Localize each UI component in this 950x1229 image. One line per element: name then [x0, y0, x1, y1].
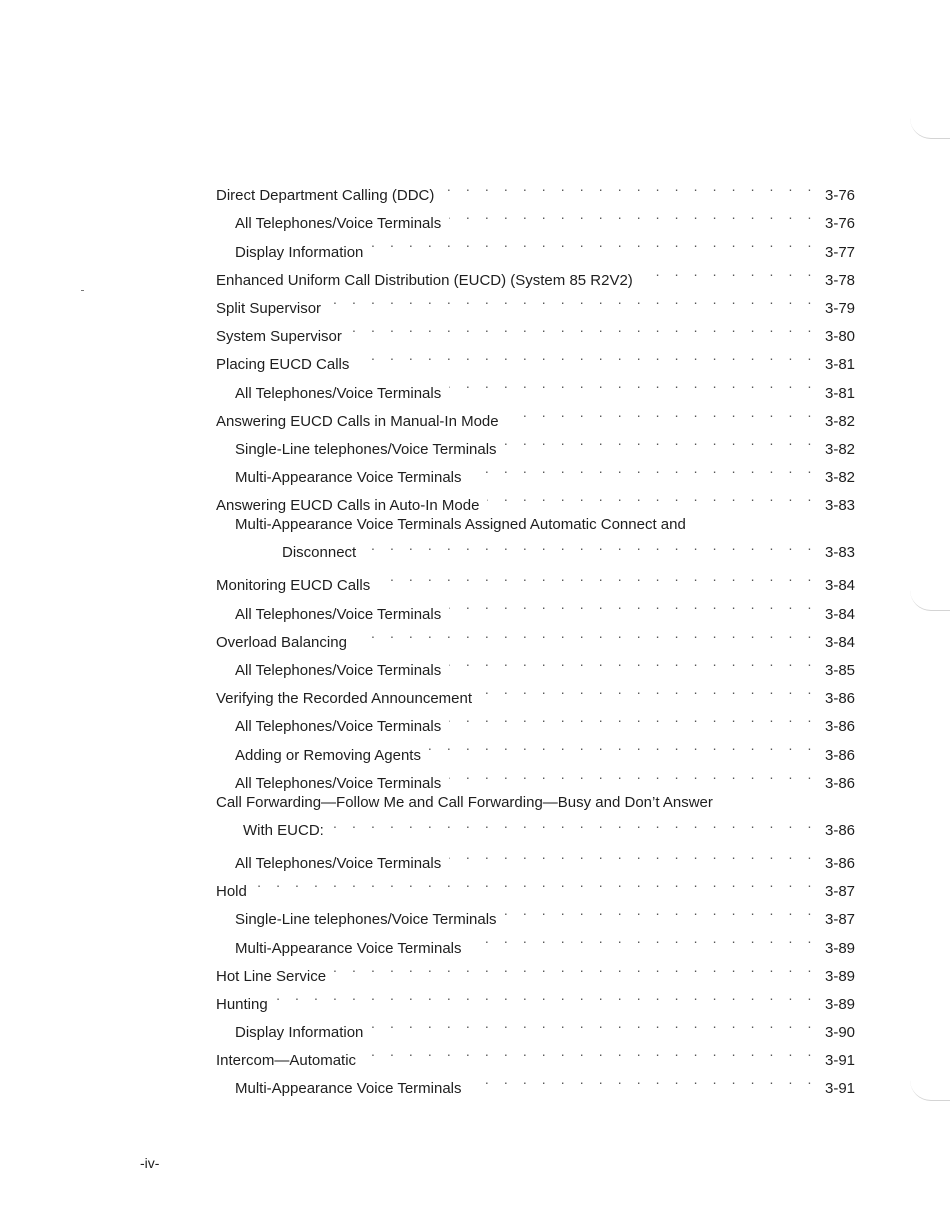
dot-leader	[449, 590, 817, 618]
dot-leader	[480, 675, 817, 703]
toc-subentry	[210, 1009, 865, 1042]
toc-entry-title: Adding or Removing Agents	[235, 746, 421, 764]
dot-leader	[449, 200, 817, 228]
toc-entry-continuation-line	[216, 812, 865, 839]
toc-entry-title: All Telephones/Voice Terminals	[235, 774, 442, 792]
toc-page-number: 3-77	[825, 243, 856, 261]
toc-page-number: 3-82	[825, 412, 856, 430]
toc-page-number: 3-91	[825, 1052, 856, 1070]
dot-leader	[449, 369, 817, 397]
toc-page-number: 3-90	[825, 1024, 856, 1042]
toc-entry-continuation-line	[235, 534, 865, 562]
toc-entry	[210, 793, 865, 840]
toc-entry	[210, 172, 865, 205]
toc-page-number: 3-85	[825, 662, 856, 680]
dot-leader	[350, 313, 817, 341]
toc-subentry	[210, 454, 865, 487]
dot-leader	[371, 228, 817, 256]
toc-entry-title: Direct Department Calling (DDC)	[216, 187, 435, 205]
toc-page-number: 3-79	[825, 299, 856, 317]
toc-page-number: 3-86	[825, 774, 856, 792]
toc-entry-title: All Telephones/Voice Terminals	[235, 215, 442, 233]
toc-page-number: 3-81	[825, 384, 856, 402]
toc-subentry	[210, 426, 865, 458]
dot-leader	[442, 172, 817, 200]
dot-leader	[470, 1065, 817, 1093]
toc-entry-title: Single-Line telephones/Voice Terminals	[235, 440, 497, 458]
toc-subentry	[210, 760, 865, 792]
toc-entry-title: Monitoring EUCD Calls	[216, 577, 371, 595]
toc-entry-title: All Telephones/Voice Terminals	[235, 854, 442, 872]
dot-leader	[255, 868, 817, 896]
toc-entry	[210, 619, 865, 651]
toc-entry	[210, 398, 865, 430]
toc-entry	[210, 482, 865, 515]
page-edge-mark	[910, 118, 950, 139]
toc-subentry	[210, 703, 865, 736]
dot-leader	[357, 341, 817, 369]
toc-entry-title: Enhanced Uniform Call Distribution (EUCD) (System 85 R2V2)	[216, 271, 633, 289]
toc-page-number: 3-87	[825, 883, 856, 901]
toc-subentry	[210, 896, 865, 929]
toc-entry	[210, 285, 865, 317]
toc-entry-title: Single-Line telephones/Voice Terminals	[235, 911, 497, 929]
toc-entry-title: Verifying the Recorded Announcement	[216, 690, 473, 708]
toc-entry-title: Multi-Appearance Voice Terminals	[235, 469, 462, 487]
toc-page-number: 3-86	[825, 690, 856, 708]
toc-page-number: 3-86	[825, 718, 856, 736]
toc-entry-title: All Telephones/Voice Terminals	[235, 718, 442, 736]
toc-entry	[210, 313, 865, 346]
toc-entry	[210, 257, 865, 289]
toc-entry-title: All Telephones/Voice Terminals	[235, 605, 442, 623]
toc-page-number: 3-91	[825, 1080, 856, 1098]
toc-subentry	[210, 647, 865, 680]
dot-leader	[449, 840, 817, 868]
page-edge-mark	[910, 1080, 950, 1101]
dot-leader	[332, 812, 817, 835]
toc-entry-title: Split Supervisor	[216, 299, 322, 317]
toc-subentry	[210, 515, 865, 562]
toc-page-number: 3-82	[825, 440, 856, 458]
toc-subentry	[210, 369, 865, 402]
toc-entry-title: Multi-Appearance Voice Terminals	[235, 1080, 462, 1098]
toc-subentry	[210, 924, 865, 957]
toc-entry-title: Placing EUCD Calls	[216, 356, 350, 374]
dot-leader	[505, 896, 817, 924]
toc-entry-title-continued: Disconnect	[282, 544, 357, 562]
toc-page-number: 3-84	[825, 605, 856, 623]
toc-page-number: 3-86	[825, 854, 856, 872]
toc-subentry	[210, 731, 865, 764]
dot-leader	[329, 285, 817, 313]
toc-page-number: 3-83	[825, 544, 856, 562]
page-folio: -iv-	[140, 1155, 160, 1171]
toc-page-number: 3-89	[825, 995, 856, 1013]
toc-entry	[210, 1037, 865, 1070]
dot-leader	[507, 398, 817, 426]
toc-entry-title: Hot Line Service	[216, 967, 327, 985]
toc-entry-title: System Supervisor	[216, 328, 342, 346]
toc-page-number: 3-76	[825, 215, 856, 233]
toc-page-number: 3-81	[825, 356, 856, 374]
toc-entry-title: Hold	[216, 883, 247, 901]
toc-entry	[210, 341, 865, 374]
toc-page-number: 3-86	[825, 821, 856, 839]
toc-entry	[210, 675, 865, 708]
toc-page-number: 3-84	[825, 633, 856, 651]
toc-entry-title: Call Forwarding—Follow Me and Call Forwarding—Busy and Don’t Answer	[216, 793, 713, 811]
dot-leader	[371, 1009, 817, 1037]
toc-subentry	[210, 1065, 865, 1098]
dot-leader	[355, 619, 817, 647]
toc-entry-title: Multi-Appearance Voice Terminals	[235, 939, 462, 957]
dot-leader	[364, 1037, 817, 1065]
margin-mark	[81, 290, 84, 291]
toc-entry-title: Answering EUCD Calls in Auto-In Mode	[216, 497, 480, 515]
toc-entry-title: Display Information	[235, 243, 364, 261]
toc-subentry	[210, 590, 865, 623]
toc-entry	[210, 981, 865, 1013]
toc-subentry	[210, 200, 865, 233]
dot-leader	[505, 426, 817, 454]
dot-leader	[364, 534, 817, 557]
toc-entry-title: Overload Balancing	[216, 633, 347, 651]
toc-page-number: 3-89	[825, 967, 856, 985]
table-of-contents	[210, 172, 865, 1098]
dot-leader	[334, 953, 817, 981]
dot-leader	[378, 562, 817, 590]
dot-leader	[449, 647, 817, 675]
dot-leader	[276, 981, 817, 1009]
dot-leader	[449, 703, 817, 731]
toc-entry	[210, 562, 865, 595]
dot-leader	[449, 760, 817, 788]
toc-entry-title: Intercom—Automatic	[216, 1052, 357, 1070]
toc-entry-title: Multi-Appearance Voice Terminals Assigned Automatic Connect and	[235, 516, 686, 534]
toc-entry	[210, 868, 865, 901]
toc-page-number: 3-84	[825, 577, 856, 595]
toc-entry-title: Answering EUCD Calls in Manual-In Mode	[216, 412, 499, 430]
toc-entry	[210, 953, 865, 985]
toc-subentry	[210, 840, 865, 872]
toc-entry-title: All Telephones/Voice Terminals	[235, 384, 442, 402]
toc-page-number: 3-78	[825, 271, 856, 289]
dot-leader	[641, 257, 817, 285]
toc-page-number: 3-76	[825, 187, 856, 205]
page-edge-mark	[910, 590, 950, 611]
dot-leader	[429, 731, 817, 759]
toc-page-number: 3-86	[825, 746, 856, 764]
toc-entry-title: All Telephones/Voice Terminals	[235, 662, 442, 680]
toc-page-number: 3-83	[825, 497, 856, 515]
toc-entry-title-continued: With EUCD:	[243, 821, 324, 839]
toc-page-number: 3-80	[825, 328, 856, 346]
dot-leader	[470, 454, 817, 482]
dot-leader	[470, 924, 817, 952]
toc-entry-title: Display Information	[235, 1024, 364, 1042]
toc-subentry	[210, 228, 865, 261]
toc-page-number: 3-82	[825, 469, 856, 487]
toc-page-number: 3-87	[825, 911, 856, 929]
toc-page-number: 3-89	[825, 939, 856, 957]
toc-entry-title: Hunting	[216, 995, 268, 1013]
dot-leader	[487, 482, 817, 510]
